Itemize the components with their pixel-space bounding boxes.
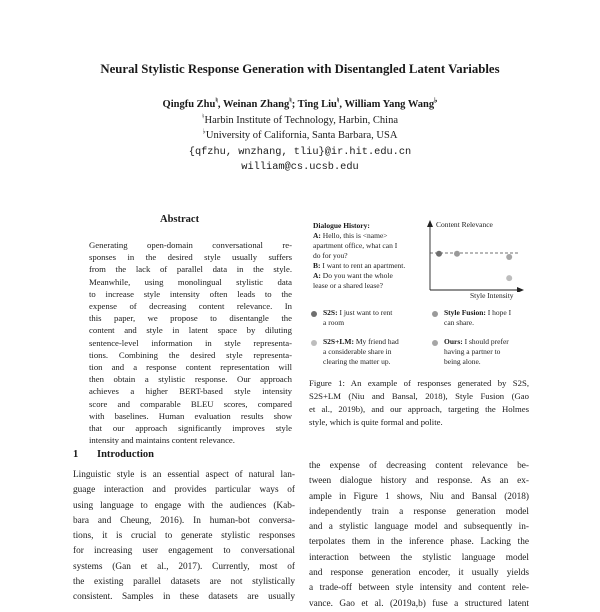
plot-point-s2s-lm <box>506 275 512 281</box>
abstract-line: from the lack of parallel data in the style. <box>89 264 292 275</box>
caption-line: Figure 1: An example of responses generated by S2S, <box>309 378 529 388</box>
affiliation-mark: ♮ <box>336 96 340 105</box>
abstract-line: Meanwhile, using monolingual stylistic data <box>89 276 292 287</box>
text-line: a trade-off between style intensity and content rele- <box>309 583 529 594</box>
s2s-marker <box>311 311 317 317</box>
abstract-line: that our approach significantly improves style <box>89 423 292 434</box>
plot-y-label: Content Relevance <box>436 220 493 229</box>
text-line: Linguistic style is an essential aspect of natural lan- <box>73 470 295 480</box>
abstract-line: then obtain a stylistic response. Our approach <box>89 374 292 385</box>
text-line: systems (Gan et al., 2017). Currently, most of <box>73 561 295 572</box>
response-text: My friend had <box>355 337 399 346</box>
caption-line: style, which is quite formal and polite. <box>309 417 443 427</box>
text-line: and a stylistic language model and subsequently in- <box>309 522 529 533</box>
ours-marker <box>432 340 438 346</box>
style-fusion-marker <box>432 311 438 317</box>
author-name: Weinan Zhang <box>222 99 290 110</box>
affiliation-text: Harbin Institute of Technology, Harbin, China <box>204 115 398 126</box>
abstract-line: sentence-level information in style representa- <box>89 337 292 348</box>
response-text: a room <box>323 318 345 327</box>
text-line: using language to engage with the audiences (Kab- <box>73 500 295 511</box>
text-line: and response generation encoder, it usually yields <box>309 568 529 579</box>
abstract-line: this paper, we propose to disentangle the <box>89 313 292 324</box>
dialogue-line <box>313 251 423 261</box>
utterance-text: Hello, this is <name> <box>322 231 388 240</box>
response-label: Style Fusion: <box>444 308 486 317</box>
response-text: I hope I <box>487 308 512 317</box>
abstract-heading: Abstract <box>160 214 200 225</box>
text-line: guage interaction and provides particular ways of <box>73 485 295 496</box>
figure-caption <box>309 377 529 429</box>
text-line: consistent. Samples in these datasets are usually <box>73 592 295 603</box>
text-line: terpolates them in the inference phase. Lacking the <box>309 537 529 548</box>
affiliation-1 <box>0 112 600 126</box>
abstract-line: Generating open-domain conversational re- <box>89 240 292 250</box>
abstract-line: sponses in the desired style usually suffers <box>89 252 292 263</box>
plot-point-style-fusion <box>454 251 460 257</box>
caption-line: S2S+LM (Niu and Bansal, 2018), Style Fusion (Gao <box>309 391 529 401</box>
text-line: ample in Figure 1 shows, Niu and Bansal (2018) <box>309 491 529 502</box>
affiliation-mark: ♮ <box>215 96 218 105</box>
y-axis-arrow <box>427 220 433 227</box>
response-text: I should prefer <box>464 337 509 346</box>
utterance-text: Do you want the whole <box>322 271 393 280</box>
response-label: S2S: <box>323 308 338 317</box>
response-label: S2S+LM: <box>323 337 354 346</box>
author-list: Qingfu Zhu♮, Weinan Zhang♮; Ting Liu♮, William Yang Wang♭ <box>162 96 438 110</box>
plot-points <box>436 251 512 281</box>
section-heading <box>73 449 154 460</box>
abstract-line: intensity and maintains content relevance. <box>89 435 235 446</box>
intro-right-column <box>309 459 529 612</box>
abstract-line: to increase style intensity often leads to the <box>89 288 292 299</box>
plot-x-label: Style Intensity <box>470 291 514 300</box>
s2slm-marker <box>311 340 317 346</box>
utterance-text: lease or a shared lease? <box>313 281 383 290</box>
text-line: independently train a response generation model <box>309 506 529 517</box>
response-style-fusion <box>444 308 534 328</box>
section-number: 1 <box>73 449 79 460</box>
abstract-line: tions. Combining the desired style representa- <box>89 349 292 360</box>
dialogue-history-heading: Dialogue History: <box>313 221 370 230</box>
response-text: being alone. <box>444 357 481 366</box>
dialogue-line <box>313 281 423 291</box>
plot-point-ours <box>506 254 512 260</box>
response-label: Ours: <box>444 337 463 346</box>
affiliation-mark: ♭ <box>434 96 438 105</box>
response-text: a considerable share in <box>323 347 392 356</box>
text-line: for increasing user engagement to conversational <box>73 546 295 557</box>
utterance-text: do for you? <box>313 251 348 260</box>
response-text: I just want to rent <box>339 308 393 317</box>
response-s2s <box>323 308 409 328</box>
author-name: William Yang Wang <box>344 99 435 110</box>
caption-line: et al., 2019b), and our approach, targeting the Holmes <box>309 404 529 414</box>
email-line-1: {qfzhu, wnzhang, tliu}@ir.hit.edu.cn <box>188 146 412 158</box>
abstract-line: score and comparable BLEU scores, compared <box>89 398 292 409</box>
dialogue-line <box>313 231 423 241</box>
response-text: having a partner to <box>444 347 501 356</box>
intro-left-column <box>73 468 295 606</box>
response-s2slm <box>323 337 415 367</box>
speaker-label: A: <box>313 271 321 280</box>
speaker-label: B: <box>313 261 321 270</box>
dialogue-line <box>313 241 423 251</box>
affiliation-mark: ♭ <box>202 127 206 136</box>
utterance-text: apartment office, what can I <box>313 241 398 250</box>
text-line: the existing parallel datasets are not stylistically <box>73 577 295 588</box>
affiliation-mark: ♮ <box>289 96 292 105</box>
affiliation-text: University of California, Santa Barbara, USA <box>205 130 398 141</box>
affiliation-2 <box>0 127 600 141</box>
abstract-line: tion and a response content representation will <box>89 362 292 373</box>
response-text: can share. <box>444 318 474 327</box>
text-line: the expense of decreasing content relevance be- <box>309 461 529 471</box>
response-ours <box>444 337 534 367</box>
dialogue-history <box>313 221 423 291</box>
text-line: tween dialogue history and response. As an ex- <box>309 476 529 487</box>
text-line: interaction between the stylistic language model <box>309 552 529 563</box>
section-title: Introduction <box>97 449 154 460</box>
dialogue-line <box>313 261 423 271</box>
text-line: bara and Cheung, 2016). In human-bot conversa- <box>73 515 295 526</box>
speaker-label: A: <box>313 231 321 240</box>
abstract-line: achieves a higher BERT-based style intensity <box>89 386 292 397</box>
author-name: Qingfu Zhu <box>162 99 216 110</box>
x-axis-arrow <box>517 287 524 292</box>
text-line: tions, it is crucial to generate stylistic responses <box>73 531 295 542</box>
affiliation-mark: ♮ <box>202 112 205 121</box>
abstract-body <box>89 239 292 446</box>
abstract-line: with baselines. Human evaluation results show <box>89 410 292 421</box>
plot-point-s2s <box>436 251 442 257</box>
response-text: clearing the matter up. <box>323 357 391 366</box>
abstract-line: expense of decreasing content relevance. In <box>89 301 292 312</box>
scatter-plot <box>420 218 530 292</box>
author-name: Ting Liu <box>297 99 337 110</box>
utterance-text: I want to rent an apartment. <box>322 261 406 270</box>
text-line: vance. Gao et al. (2019a,b) fuse a structured latent <box>309 598 529 609</box>
email-line-2: william@cs.ucsb.edu <box>241 161 359 173</box>
abstract-line: content and style in latent space by diluting <box>89 325 292 336</box>
dialogue-line <box>313 271 423 281</box>
paper-title: Neural Stylistic Response Generation with Disentangled Latent Variables <box>100 62 500 76</box>
